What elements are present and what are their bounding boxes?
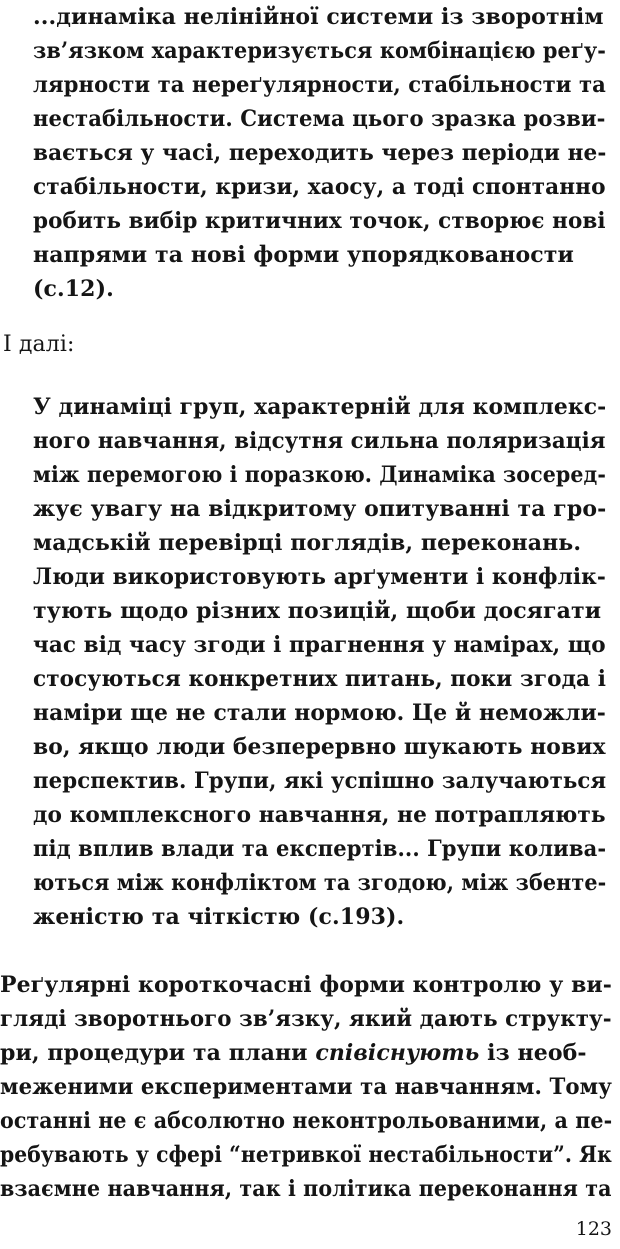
- quote-line: час від часу згоди і прагнення у намірах, що: [33, 632, 606, 658]
- quote-line: ного навчання, відсутня сильна поляризація: [33, 428, 606, 454]
- quote-line: перспектив. Групи, які успішно залучаються: [33, 768, 607, 794]
- quote-line: між перемогою і поразкою. Динаміка зосеред-: [33, 462, 606, 488]
- paragraph-line: Реґулярні короткочасні форми контролю у ви-: [0, 972, 612, 998]
- paragraph-text: ри, процедури та плани: [0, 1040, 316, 1066]
- quote-line: ються між конфліктом та згодою, між збенте-: [33, 870, 607, 896]
- quote-line: во, якщо люди безперервно шукають нових: [33, 734, 606, 760]
- paragraph-line: [0, 1038, 587, 1068]
- quote-line: тують щодо різних позицій, щоби досягати: [33, 598, 602, 624]
- quote-line: жує увагу на відкритому опитуванні та гро-: [33, 496, 607, 522]
- quote-line: женістю та чіткістю (с.193).: [33, 904, 405, 930]
- quote-line: стабільности, кризи, хаосу, а тоді спонтанно: [33, 174, 606, 200]
- paragraph-line: останні не є абсолютно неконтрольованими, а пе-: [0, 1108, 613, 1134]
- paragraph-line: гляді зворотнього зв’язку, який дають структу-: [0, 1006, 612, 1032]
- emphasized-word: співіснують: [315, 1040, 480, 1066]
- quote-line: робить вибір критичних точок, створює нові: [33, 208, 606, 234]
- quote-line: наміри ще не стали нормою. Це й неможли-: [33, 700, 606, 726]
- quote-line: Люди використовують арґументи і конфлік-: [33, 564, 606, 590]
- transition-text: І далі:: [3, 332, 75, 357]
- paragraph-text: із необ-: [479, 1040, 587, 1066]
- paragraph-line: меженими експериментами та навчанням. Тому: [0, 1074, 612, 1100]
- quote-line: У динаміці груп, характерній для комплекс-: [33, 394, 607, 420]
- quote-line: до комплексного навчання, не потрапляють: [33, 802, 606, 828]
- quote-line: ...динаміка нелінійної системи із зворотнім: [33, 4, 604, 30]
- quote-line: нестабільности. Система цього зразка розви-: [33, 106, 606, 132]
- page-number: 123: [575, 1218, 612, 1240]
- quote-line: лярности та нереґулярности, стабільности та: [33, 72, 606, 98]
- paragraph-line: ребувають у сфері “нетривкої нестабільности”. Як: [0, 1142, 612, 1168]
- quote-line: зв’язком характеризується комбінацією реґу-: [33, 38, 606, 64]
- paragraph-line: взаємне навчання, так і політика переконання та: [0, 1176, 612, 1202]
- quote-line: (с.12).: [33, 276, 114, 302]
- quote-line: вається у часі, переходить через періоди не-: [33, 140, 607, 166]
- quote-line: мадській перевірці поглядів, переконань.: [33, 530, 582, 556]
- quote-line: під вплив влади та експертів... Групи колива-: [33, 836, 607, 862]
- quote-line: напрями та нові форми упорядкованости: [33, 242, 574, 268]
- quote-line: стосуються конкретних питань, поки згода і: [33, 666, 607, 692]
